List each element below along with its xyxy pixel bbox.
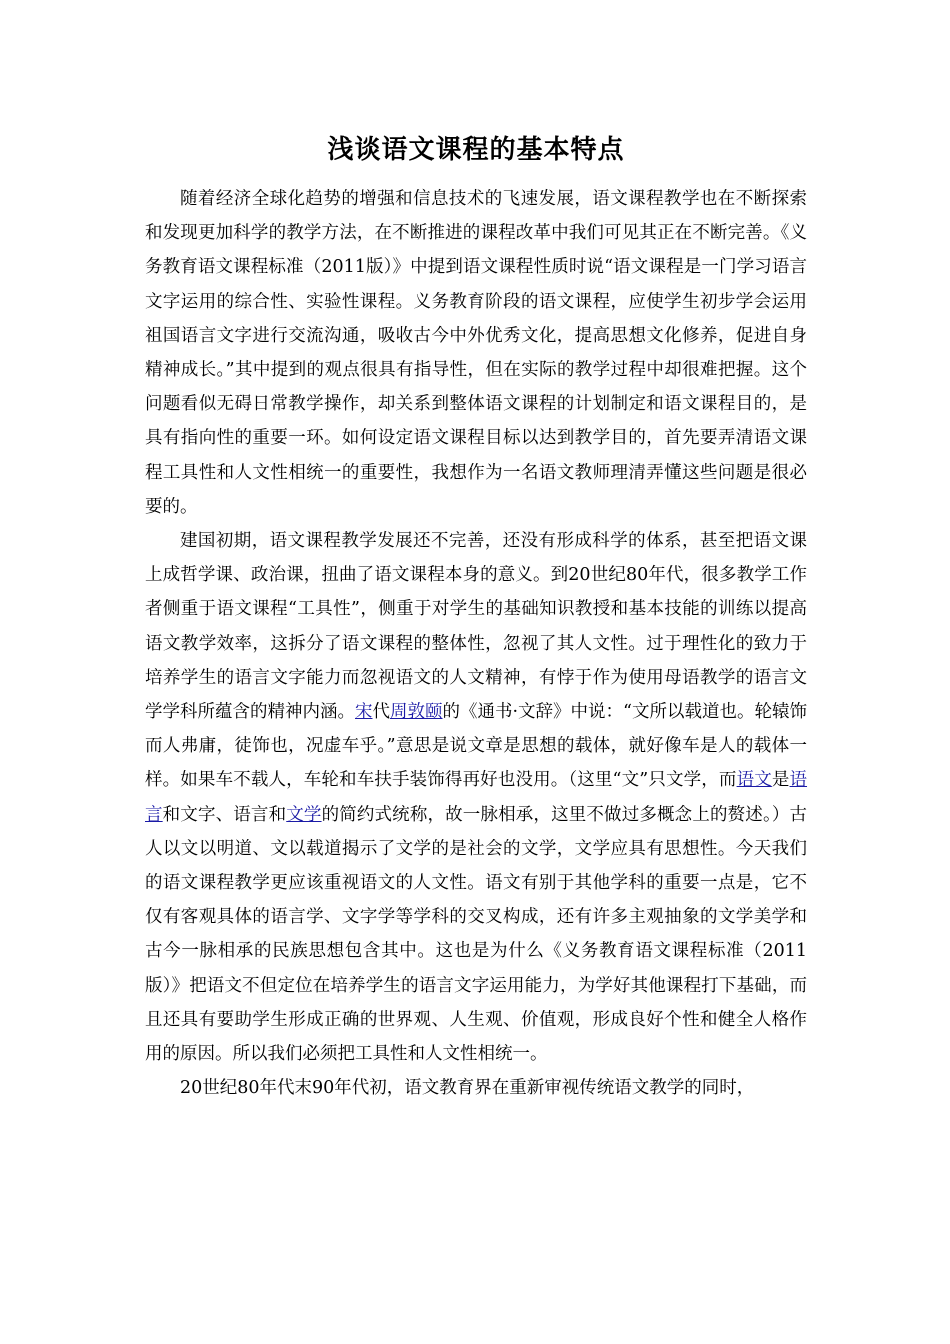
link-song[interactable]: 宋 (355, 702, 373, 723)
link-wenxue[interactable]: 文学 (286, 804, 322, 825)
paragraph (145, 182, 807, 524)
text-run: 的简约式统称，故一脉相承，这里不做过多概念上的赘述。）古人以文以明道、文以载道揭示了文学的是社会的文学，文学应具有思想性。今天我们的语文课程教学更应该重视语文的人文性。语文有别于其他学科的重要一点是，它不仅有客观具体的语言学、文字学等学科的交叉构成，还有许多主观抽象的文学美学和古今一脉相承的民族思想包含其中。这也是为什么《义务教育语文课程标准（2011版）》把语文不但定位在培养学生的语言文字运用能力，为学好其他课程打下基础，而且还具有要助学生形成正确的世界观、人生观、价值观，形成良好个性和健全人格作用的原因。所以我们必须把工具性和人文性相统一。 (145, 804, 808, 1065)
text-run: 是 (771, 770, 790, 791)
text-run: 20世纪80年代末90年代初，语文教育界在重新审视传统语文教学的同时， (180, 1078, 755, 1099)
link-yuyan[interactable]: 语言 (145, 770, 808, 825)
document-body (145, 182, 807, 1105)
text-run: 建国初期，语文课程教学发展还不完善，还没有形成科学的体系，甚至把语文课上成哲学课、政治课，扭曲了语文课程本身的意义。到20世纪80年代，很多教学工作者侧重于语文课程“工具性”，侧重于对学生的基础知识教授和基本技能的训练以提高语文教学效率，这拆分了语文课程的整体性，忽视了其人文性。过于理性化的致力于培养学生的语言文字能力而忽视语文的人文精神，有悖于作为使用母语教学的语言文学学科所蕴含的精神内涵。 (145, 531, 807, 723)
text-run: 代 (372, 702, 390, 723)
text-run: 和文字、语言和 (162, 804, 287, 825)
document-page (145, 130, 807, 1105)
text-run: 随着经济全球化趋势的增强和信息技术的飞速发展，语文课程教学也在不断探索和发现更加科学的教学方法，在不断推进的课程改革中我们可见其正在不断完善。《义务教育语文课程标准（2011版）》中提到语文课程性质时说“语文课程是一门学习语言文字运用的综合性、实验性课程。义务教育阶段的语文课程，应使学生初步学会运用祖国语言文字进行交流沟通，吸收古今中外优秀文化，提高思想文化修养，促进自身精神成长。”其中提到的观点很具有指导性，但在实际的教学过程中却很难把握。这个问题看似无碍日常教学操作，却关系到整体语文课程的计划制定和语文课程目的，是具有指向性的重要一环。如何设定语文课程目标以达到教学目的，首先要弄清语文课程工具性和人文性相统一的重要性，我想作为一名语文教师理清弄懂这些问题是很必要的。 (145, 189, 807, 517)
document-title: 浅谈语文课程的基本特点 (327, 135, 625, 165)
link-yuwen[interactable]: 语文 (736, 770, 772, 791)
link-zhou-dunyi[interactable]: 周敦颐 (390, 702, 443, 723)
text-run: 的《通书·文辞》中说：“文所以载道也。轮辕饰而人弗庸，徒饰也，况虚车乎。”意思是说文章是思想的载体，就好像车是人的载体一样。如果车不载人，车轮和车扶手装饰得再好也没用。（这里“文”只文学，而 (145, 702, 808, 791)
paragraph (145, 1071, 807, 1105)
paragraph (145, 524, 807, 1071)
